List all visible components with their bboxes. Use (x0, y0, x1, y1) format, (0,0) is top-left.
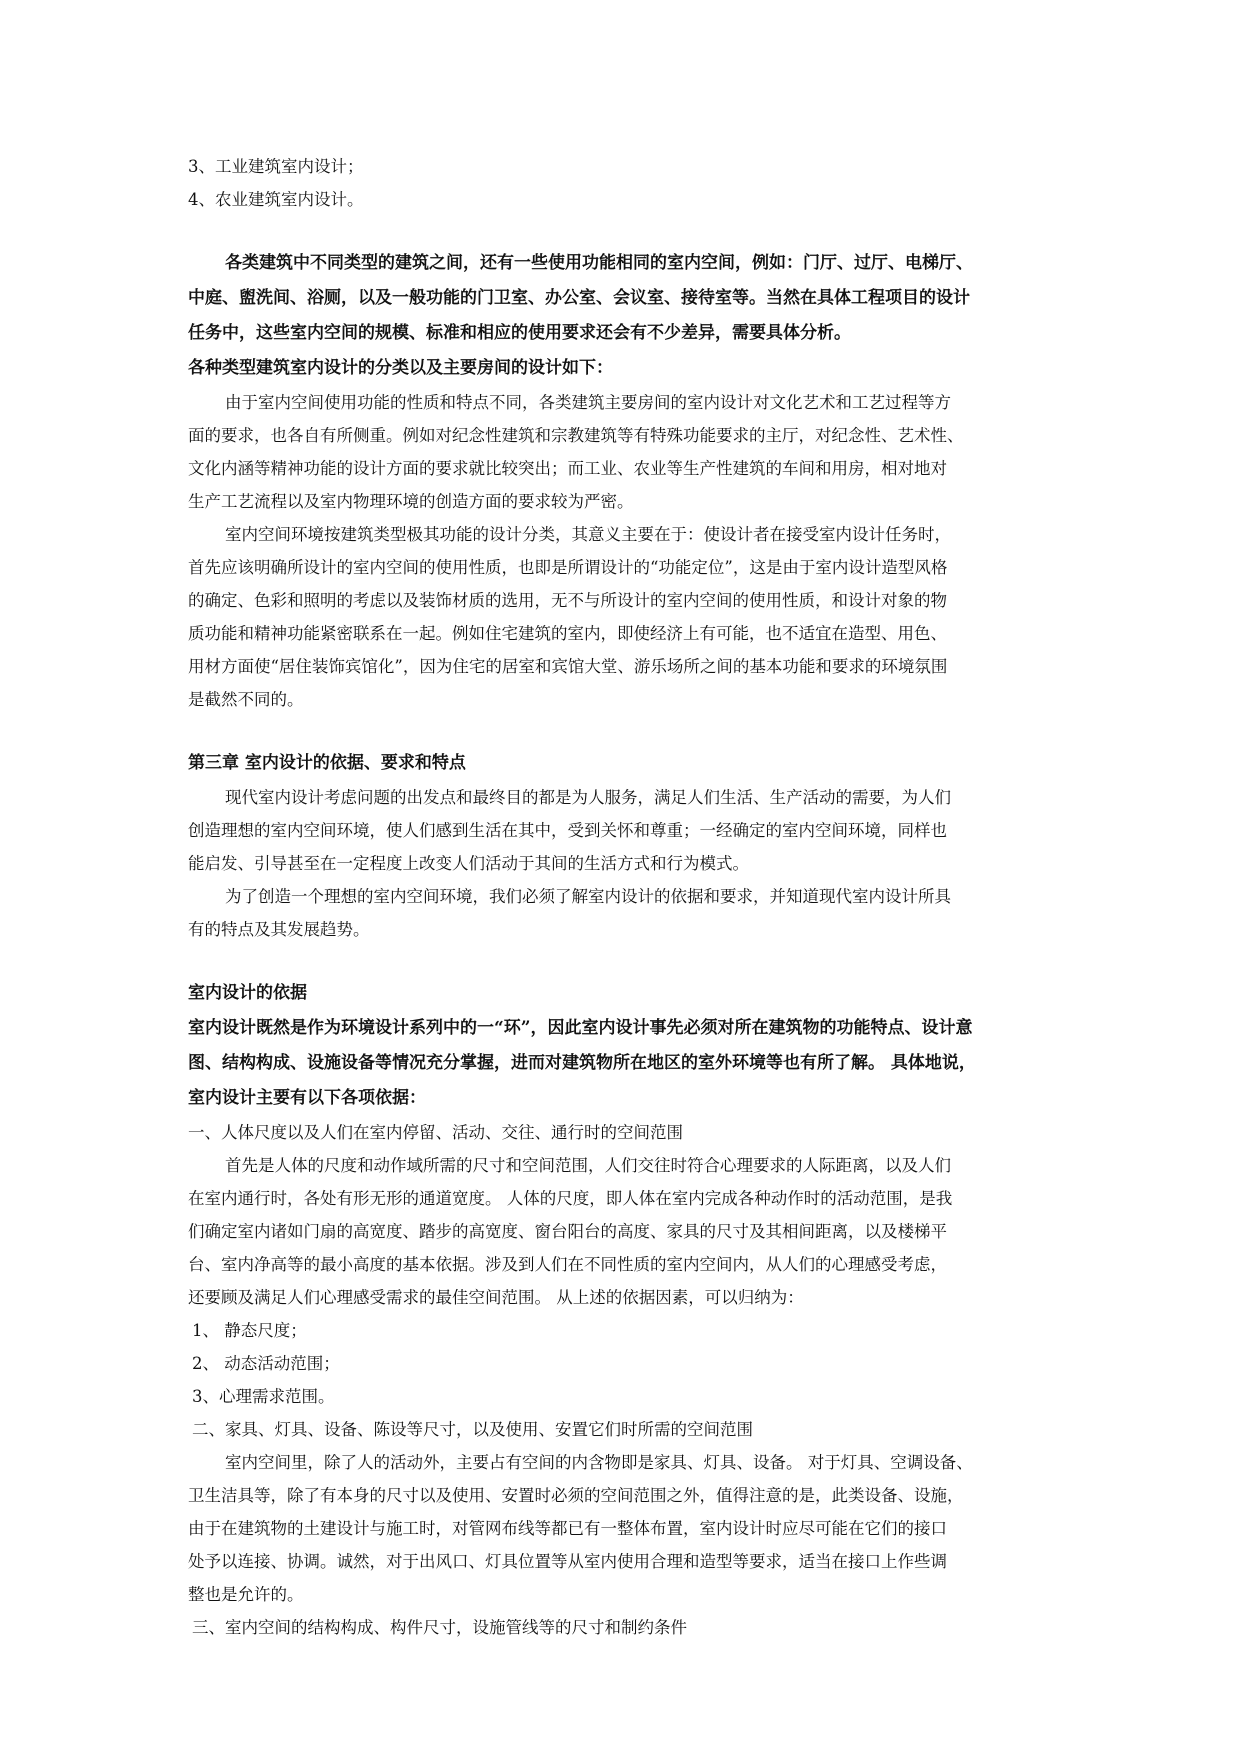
paragraph-line: 文化内涵等精神功能的设计方面的要求就比较突出；而工业、农业等生产性建筑的车间和用房，相对地对 (188, 459, 947, 478)
bold-paragraph-line: 各类建筑中不同类型的建筑之间，还有一些使用功能相同的室内空间，例如：门厅、过厅、电梯厅、 (225, 253, 973, 273)
spacer (188, 716, 1068, 746)
paragraph-line: 首先是人体的尺度和动作域所需的尺寸和空间范围，人们交往时符合心理要求的人际距离，以及人们 (225, 1156, 951, 1175)
paragraph-line: 室内空间环境按建筑类型极其功能的设计分类，其意义主要在于：使设计者在接受室内设计任务时， (225, 525, 951, 544)
bold-paragraph-line: 任务中，这些室内空间的规模、标准和相应的使用要求还会有不少差异，需要具体分析。 (188, 323, 851, 343)
paragraph-line: 生产工艺流程以及室内物理环境的创造方面的要求较为严密。 (188, 492, 634, 511)
paragraph-line: 处予以连接、协调。诚然，对于出风口、灯具位置等从室内使用合理和造型等要求，适当在接口上作些调 (188, 1552, 947, 1571)
paragraph-line: 室内空间里，除了人的活动外，主要占有空间的内含物即是家具、灯具、设备。 对于灯具、空调设备、 (225, 1453, 973, 1472)
paragraph-line: 现代室内设计考虑问题的出发点和最终目的都是为人服务，满足人们生活、生产活动的需要，为人们 (225, 788, 951, 807)
paragraph-line: 面的要求，也各自有所侧重。例如对纪念性建筑和宗教建筑等有特殊功能要求的主厅，对纪念性、艺术性、 (188, 426, 964, 445)
paragraph-line: 用材方面使“居住装饰宾馆化”，因为住宅的居室和宾馆大堂、游乐场所之间的基本功能和要求的环境氛围 (188, 657, 948, 676)
list-item: 2、 动态活动范围； (192, 1354, 340, 1373)
chapter-heading: 第三章 室内设计的依据、要求和特点 (188, 753, 466, 773)
paragraph-line: 是截然不同的。 (188, 690, 304, 709)
paragraph-line: 在室内通行时，各处有形无形的通道宽度。 人体的尺度，即人体在室内完成各种动作时的活动范围，是我 (188, 1189, 953, 1208)
paragraph-line: 由于在建筑物的土建设计与施工时，对管网布线等都已有一整体布置，室内设计时应尽可能在它们的接口 (188, 1519, 947, 1538)
paragraph-line: 由于室内空间使用功能的性质和特点不同，各类建筑主要房间的室内设计对文化艺术和工艺过程等方 (225, 393, 951, 412)
item-title: 三、室内空间的结构构成、构件尺寸，设施管线等的尺寸和制约条件 (192, 1618, 687, 1637)
list-line: 3、工业建筑室内设计； (188, 157, 364, 176)
paragraph-line: 还要顾及满足人们心理感受需求的最佳空间范围。 从上述的依据因素，可以归纳为： (188, 1288, 804, 1307)
paragraph-line: 能启发、引导甚至在一定程度上改变人们活动于其间的生活方式和行为模式。 (188, 854, 749, 873)
item-title: 一、人体尺度以及人们在室内停留、活动、交往、通行时的空间范围 (188, 1123, 683, 1142)
spacer (188, 946, 1068, 976)
paragraph-line: 卫生洁具等，除了有本身的尺寸以及使用、安置时必须的空间范围之外，值得注意的是，此类设备、设施， (188, 1486, 964, 1505)
bold-paragraph-line: 图、结构构成、设施设备等情况充分掌握，进而对建筑物所在地区的室外环境等也有所了解。 具体地说， (188, 1053, 976, 1073)
bold-paragraph-line: 室内设计主要有以下各项依据： (188, 1088, 426, 1108)
paragraph-line: 们确定室内诸如门扇的高宽度、踏步的高宽度、窗台阳台的高度、家具的尺寸及其相间距离，以及楼梯平 (188, 1222, 947, 1241)
bold-paragraph-line: 室内设计既然是作为环境设计系列中的一“环”，因此室内设计事先必须对所在建筑物的功能特点、设计意 (188, 1018, 973, 1038)
spacer (188, 216, 1068, 246)
paragraph-line: 首先应该明确所设计的室内空间的使用性质，也即是所谓设计的“功能定位”，这是由于室内设计造型风格 (188, 558, 948, 577)
item-title: 二、家具、灯具、设备、陈设等尺寸，以及使用、安置它们时所需的空间范围 (192, 1420, 753, 1439)
list-item: 1、 静态尺度； (192, 1321, 307, 1340)
list-item: 3、心理需求范围。 (192, 1387, 335, 1406)
paragraph-line: 创造理想的室内空间环境，使人们感到生活在其中，受到关怀和尊重；一经确定的室内空间环境，同样也 (188, 821, 947, 840)
paragraph-line: 有的特点及其发展趋势。 (188, 920, 370, 939)
bold-paragraph-line: 各种类型建筑室内设计的分类以及主要房间的设计如下： (188, 358, 613, 378)
section-heading: 室内设计的依据 (188, 983, 307, 1003)
document-page (188, 150, 1068, 1644)
paragraph-line: 的确定、色彩和照明的考虑以及装饰材质的选用，无不与所设计的室内空间的使用性质，和设计对象的物 (188, 591, 947, 610)
paragraph-line: 整也是允许的。 (188, 1585, 304, 1604)
bold-paragraph-line: 中庭、盥洗间、浴厕，以及一般功能的门卫室、办公室、会议室、接待室等。当然在具体工程项目的设计 (188, 288, 970, 308)
paragraph-line: 为了创造一个理想的室内空间环境，我们必须了解室内设计的依据和要求，并知道现代室内设计所具 (225, 887, 951, 906)
list-line: 4、农业建筑室内设计。 (188, 190, 364, 209)
paragraph-line: 质功能和精神功能紧密联系在一起。例如住宅建筑的室内，即使经济上有可能，也不适宜在造型、用色、 (188, 624, 947, 643)
paragraph-line: 台、室内净高等的最小高度的基本依据。涉及到人们在不同性质的室内空间内，从人们的心理感受考虑， (188, 1255, 947, 1274)
